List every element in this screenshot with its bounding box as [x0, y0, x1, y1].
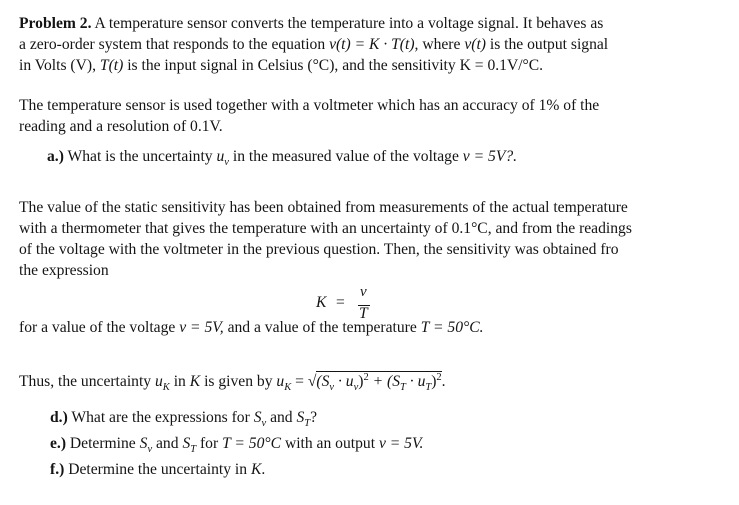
- question-e-label: e.): [50, 435, 67, 452]
- sensitivity-line-4: the expression: [19, 262, 109, 279]
- question-f: f.) Determine the uncertainty in K.: [50, 461, 266, 478]
- problem-heading: Problem 2.: [19, 15, 92, 32]
- question-d-label: d.): [50, 409, 68, 426]
- intro-line-3: in Volts (V), T(t) is the input signal in Celsius (°C), and the sensitivity K = 0.1V/°C.: [19, 57, 544, 74]
- sensitivity-line-1: The value of the static sensitivity has been obtained from measurements of the actual temperature: [19, 199, 628, 216]
- system-equation: v(t) = K · T(t),: [329, 36, 419, 53]
- for-value-line: for a value of the voltage v = 5V, and a value of the temperature T = 50°C.: [19, 319, 484, 336]
- question-a-label: a.): [47, 148, 64, 165]
- question-a: a.) What is the uncertainty $u_v$ in the measured value of the voltage v = 5V?.: [47, 148, 518, 168]
- radicand: $(S_v \cdot u_v)^2 + (S_T \cdot u_T)^2$: [316, 372, 442, 393]
- question-f-label: f.): [50, 461, 65, 478]
- question-e: e.) Determine $S_v$ and $S_T$ for T = 50°C with an output v = 5V.: [50, 435, 424, 455]
- sensitivity-value: K = 0.1V/°C.: [459, 57, 544, 74]
- intro-line-2: a zero-order system that responds to the equation v(t) = K · T(t), where v(t) is the output signal: [19, 36, 609, 53]
- voltmeter-line-2: reading and a resolution of 0.1V.: [19, 118, 223, 135]
- sensitivity-line-2: with a thermometer that gives the temperature with an uncertainty of 0.1°C, and from the readings: [19, 220, 632, 237]
- intro-line-1: Problem 2. A temperature sensor converts the temperature into a voltage signal. It behaves as: [19, 15, 604, 32]
- uncertainty-formula-line: Thus, the uncertainty $u_K$ in K is given by $u_K = √(S_v \cdot u_v)^2 + (S_T \cdot u_T)^2$.: [19, 372, 446, 393]
- question-d: d.) What are the expressions for $S_v$ and $S_T$?: [50, 409, 318, 429]
- voltmeter-line-1: The temperature sensor is used together with a voltmeter which has an accuracy of 1% of the: [19, 97, 600, 114]
- square-root-expression: [308, 372, 442, 394]
- sensitivity-fraction: K = v T: [316, 286, 386, 328]
- radical-sign: √: [307, 373, 317, 390]
- sensitivity-line-3: of the voltage with the voltmeter in the previous question. Then, the sensitivity was obtained fro: [19, 241, 619, 258]
